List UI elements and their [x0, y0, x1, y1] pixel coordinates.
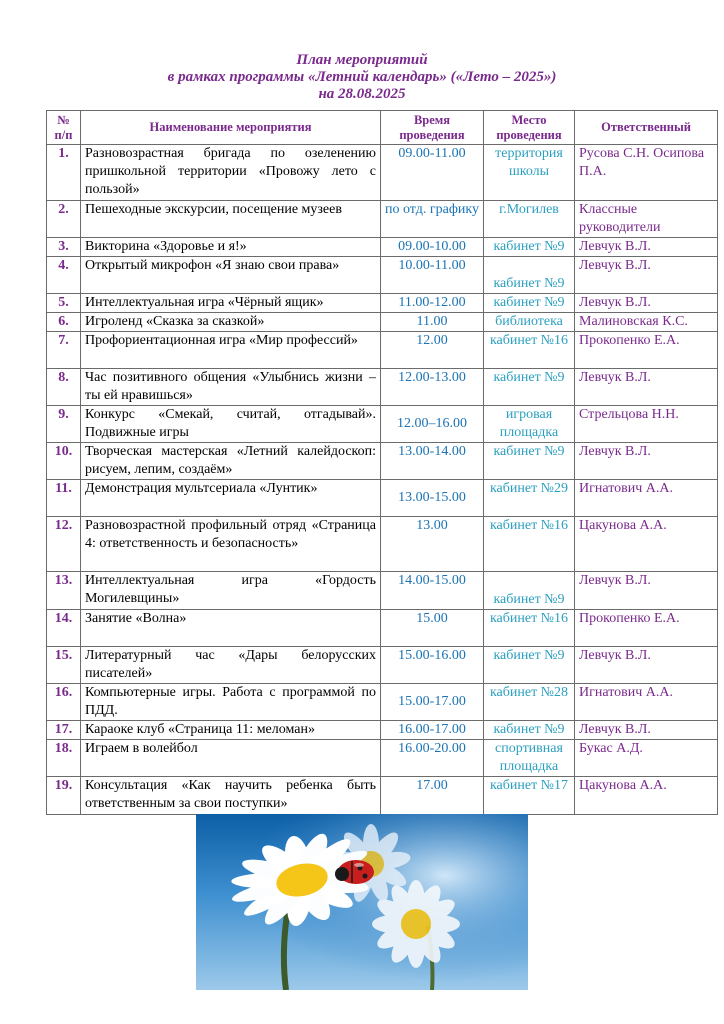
table-row	[47, 257, 718, 294]
event-responsible: Игнатович А.А.	[575, 480, 718, 517]
event-place: спортивная площадка	[484, 740, 575, 777]
event-name: Играем в волейбол	[81, 740, 381, 777]
event-responsible: Левчук В.Л.	[575, 294, 718, 313]
events-table	[46, 110, 718, 815]
row-number: 18.	[47, 740, 81, 777]
event-time: 12.00–16.00	[381, 406, 484, 443]
event-place: кабинет №28	[484, 684, 575, 721]
header-time: Время проведения	[381, 111, 484, 145]
table-row	[47, 610, 718, 647]
title-line-3: на 28.08.2025	[318, 86, 406, 102]
event-name: Открытый микрофон «Я знаю свои права»	[81, 257, 381, 294]
row-number: 15.	[47, 647, 81, 684]
event-time: 15.00	[381, 610, 484, 647]
table-row	[47, 406, 718, 443]
event-responsible: Левчук В.Л.	[575, 572, 718, 610]
row-number: 12.	[47, 517, 81, 572]
event-responsible: Цакунова А.А.	[575, 777, 718, 815]
row-number: 16.	[47, 684, 81, 721]
row-number: 7.	[47, 332, 81, 369]
event-name: Демонстрация мультсериала «Лунтик»	[81, 480, 381, 517]
event-name: Консультация «Как научить ребенка быть ответственным за свои поступки»	[81, 777, 381, 815]
event-place: кабинет №16	[484, 332, 575, 369]
header-number: № п/п	[47, 111, 81, 145]
event-time: 12.00	[381, 332, 484, 369]
table-row	[47, 238, 718, 257]
event-time: 10.00-11.00	[381, 257, 484, 294]
background-glow	[196, 814, 528, 990]
event-place: кабинет №9	[484, 572, 575, 610]
event-name: Занятие «Волна»	[81, 610, 381, 647]
event-time: 12.00-13.00	[381, 369, 484, 406]
table-row	[47, 684, 718, 721]
event-time: 11.00	[381, 313, 484, 332]
event-responsible: Левчук В.Л.	[575, 238, 718, 257]
event-place: кабинет №9	[484, 647, 575, 684]
row-number: 4.	[47, 257, 81, 294]
row-number: 14.	[47, 610, 81, 647]
event-name: Разновозрастной профильный отряд «Страница 4: ответственность и безопасность»	[81, 517, 381, 572]
row-number: 19.	[47, 777, 81, 815]
event-time: 15.00-17.00	[381, 684, 484, 721]
table-row	[47, 201, 718, 238]
row-number: 5.	[47, 294, 81, 313]
table-row	[47, 517, 718, 572]
event-name: Творческая мастерская «Летний калейдоскоп: рисуем, лепим, создаём»	[81, 443, 381, 480]
event-place: кабинет №9	[484, 369, 575, 406]
event-time: 16.00-17.00	[381, 721, 484, 740]
table-row	[47, 369, 718, 406]
event-name: Конкурс «Смекай, считай, отгадывай». Подвижные игры	[81, 406, 381, 443]
header-event-name: Наименование мероприятия	[81, 111, 381, 145]
event-place: г.Могилев	[484, 201, 575, 238]
row-number: 10.	[47, 443, 81, 480]
row-number: 9.	[47, 406, 81, 443]
event-responsible: Левчук В.Л.	[575, 647, 718, 684]
event-place: кабинет №9	[484, 238, 575, 257]
event-responsible: Цакунова А.А.	[575, 517, 718, 572]
event-time: 13.00-15.00	[381, 480, 484, 517]
event-place: кабинет №16	[484, 610, 575, 647]
event-time: 15.00-16.00	[381, 647, 484, 684]
event-place: библиотека	[484, 313, 575, 332]
event-responsible: Русова С.Н. Осипова П.А.	[575, 145, 718, 201]
daisy-photo	[196, 814, 528, 990]
table-row	[47, 294, 718, 313]
event-place: кабинет №17	[484, 777, 575, 815]
row-number: 13.	[47, 572, 81, 610]
event-time: 17.00	[381, 777, 484, 815]
event-name: Профориентационная игра «Мир профессий»	[81, 332, 381, 369]
event-name: Литературный час «Дары белорусских писателей»	[81, 647, 381, 684]
title-line-2: в рамках программы «Летний календарь» («Лето – 2025»)	[167, 69, 557, 85]
event-place: кабинет №9	[484, 294, 575, 313]
event-name: Интеллектуальная игра «Гордость Могилевщины»	[81, 572, 381, 610]
event-responsible: Малиновская К.С.	[575, 313, 718, 332]
event-responsible: Левчук В.Л.	[575, 721, 718, 740]
event-time: 14.00-15.00	[381, 572, 484, 610]
row-number: 3.	[47, 238, 81, 257]
table-row	[47, 332, 718, 369]
event-time: 13.00-14.00	[381, 443, 484, 480]
event-responsible: Левчук В.Л.	[575, 257, 718, 294]
event-name: Час позитивного общения «Улыбнись жизни – ты ей нравишься»	[81, 369, 381, 406]
event-responsible: Букас А.Д.	[575, 740, 718, 777]
row-number: 17.	[47, 721, 81, 740]
event-place: кабинет №9	[484, 443, 575, 480]
table-row	[47, 740, 718, 777]
table-row	[47, 480, 718, 517]
table-row	[47, 145, 718, 201]
event-name: Интеллектуальная игра «Чёрный ящик»	[81, 294, 381, 313]
event-responsible: Прокопенко Е.А.	[575, 332, 718, 369]
event-time: 09.00-10.00	[381, 238, 484, 257]
header-place: Место проведения	[484, 111, 575, 145]
event-time: 16.00-20.00	[381, 740, 484, 777]
event-place: игровая площадка	[484, 406, 575, 443]
event-place: кабинет №9	[484, 721, 575, 740]
event-responsible: Прокопенко Е.А.	[575, 610, 718, 647]
row-number: 6.	[47, 313, 81, 332]
event-responsible: Стрельцова Н.Н.	[575, 406, 718, 443]
event-name: Караоке клуб «Страница 11: меломан»	[81, 721, 381, 740]
event-name: Игроленд «Сказка за сказкой»	[81, 313, 381, 332]
event-place: кабинет №9	[484, 257, 575, 294]
event-time: 13.00	[381, 517, 484, 572]
row-number: 1.	[47, 145, 81, 201]
event-place: кабинет №16	[484, 517, 575, 572]
row-number: 2.	[47, 201, 81, 238]
title-line-1: План мероприятий	[296, 52, 428, 68]
event-time: по отд. графику	[381, 201, 484, 238]
daisy-ladybug-illustration	[196, 814, 528, 990]
table-row	[47, 313, 718, 332]
event-name: Разновозрастная бригада по озеленению пришкольной территории «Провожу лето с пользой»	[81, 145, 381, 201]
event-time: 09.00-11.00	[381, 145, 484, 201]
event-responsible: Левчук В.Л.	[575, 443, 718, 480]
event-name: Компьютерные игры. Работа с программой по ПДД.	[81, 684, 381, 721]
table-row	[47, 721, 718, 740]
document-title	[0, 52, 724, 103]
header-responsible: Ответственный	[575, 111, 718, 145]
event-responsible: Классные руководители	[575, 201, 718, 238]
table-header-row	[47, 111, 718, 145]
row-number: 11.	[47, 480, 81, 517]
event-time: 11.00-12.00	[381, 294, 484, 313]
event-place: территория школы	[484, 145, 575, 201]
row-number: 8.	[47, 369, 81, 406]
event-responsible: Левчук В.Л.	[575, 369, 718, 406]
event-name: Викторина «Здоровье и я!»	[81, 238, 381, 257]
table-row	[47, 777, 718, 815]
event-name: Пешеходные экскурсии, посещение музеев	[81, 201, 381, 238]
table-row	[47, 443, 718, 480]
event-place: кабинет №29	[484, 480, 575, 517]
table-row	[47, 572, 718, 610]
event-responsible: Игнатович А.А.	[575, 684, 718, 721]
table-row	[47, 647, 718, 684]
